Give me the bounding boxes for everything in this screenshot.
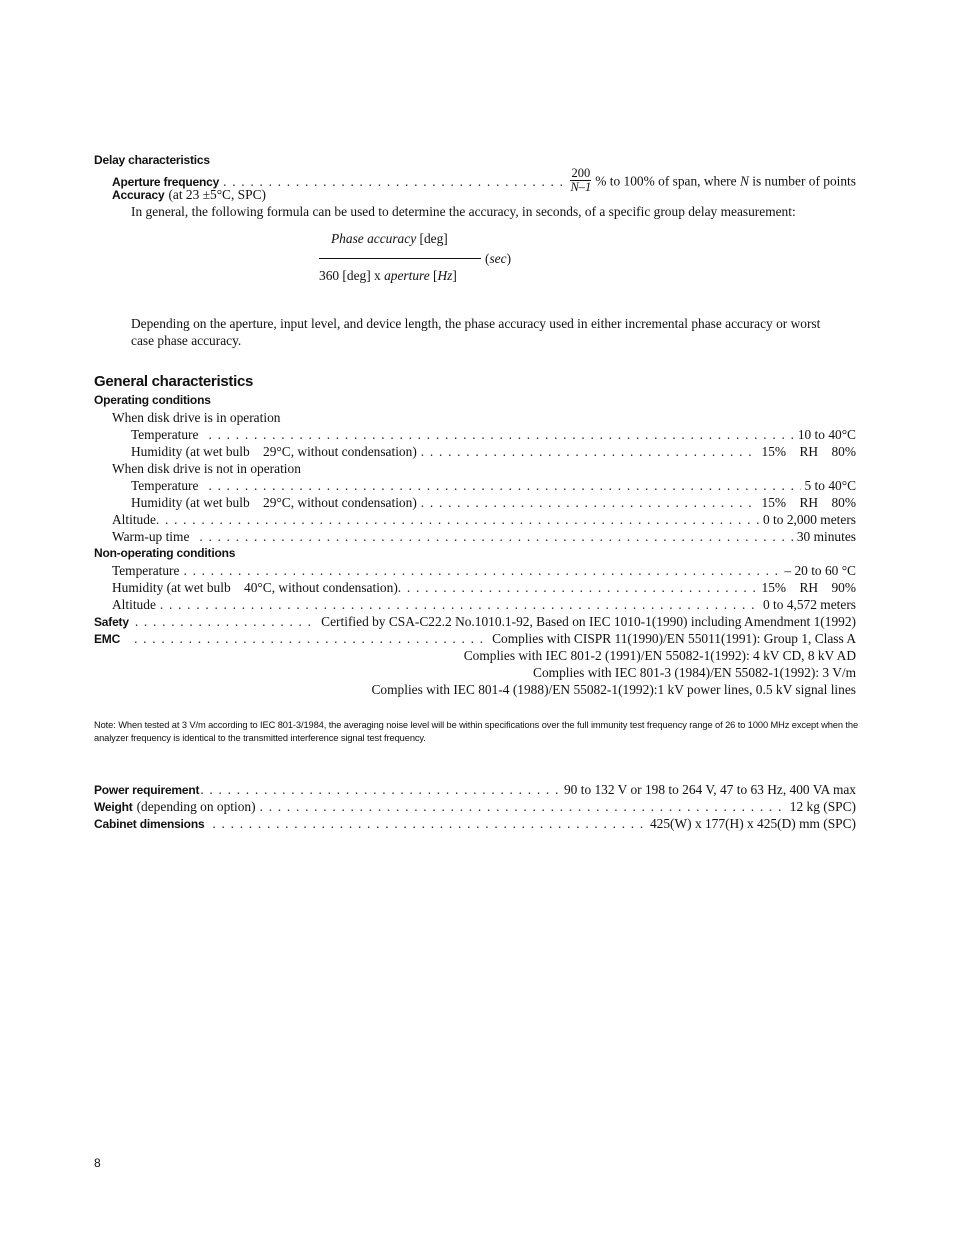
cabinet-label: Cabinet dimensions xyxy=(94,817,205,831)
formula-numerator xyxy=(331,230,448,247)
nonop-humidity-label: Humidity (at wet bulb 40°C, without condensation) xyxy=(112,580,398,595)
op-temperature-row xyxy=(94,426,856,443)
leader-dots xyxy=(260,798,786,815)
warmup-label: Warm-up time xyxy=(112,529,190,544)
leader-dots xyxy=(160,596,759,613)
op-humidity-label: Humidity (at wet bulb 29°C, without condensation) xyxy=(131,444,417,459)
formula-fraction-line xyxy=(319,258,481,259)
leader-dots xyxy=(421,494,758,511)
leader-dots xyxy=(223,173,566,190)
leader-dots xyxy=(208,426,793,443)
weight-label: Weight xyxy=(94,800,133,814)
emc-value-1: Complies with CISPR 11(1990)/EN 55011(1991): Group 1, Class A xyxy=(492,631,856,646)
page-number: 8 xyxy=(94,1156,101,1170)
aperture-value-n: N xyxy=(739,173,749,189)
leader-dots xyxy=(199,528,792,545)
emc-row xyxy=(94,630,856,647)
nonop-humidity-value: 15% RH 90% xyxy=(761,580,856,595)
formula-paren-open: ( xyxy=(485,251,490,266)
nonop-altitude-label: Altitude xyxy=(112,597,156,612)
op-humidity-value: 15% RH 80% xyxy=(761,444,856,459)
nonop-altitude-row xyxy=(94,596,856,613)
warmup-row xyxy=(94,528,856,545)
accuracy-paragraph: In general, the following formula can be used to determine the accuracy, in seconds, of a specific group delay measurement: xyxy=(131,204,796,219)
fraction-numerator: 200 xyxy=(571,166,591,180)
leader-dots xyxy=(208,477,800,494)
aperture-value-text-end: is number of points xyxy=(748,173,856,189)
warmup-value: 30 minutes xyxy=(796,529,856,544)
leader-dots xyxy=(134,630,488,647)
aperture-paragraph: Depending on the aperture, input level, and device length, the phase accuracy used in either incremental phase accuracy or worst case phase accuracy. xyxy=(131,316,821,348)
leader-dots xyxy=(398,579,758,596)
emc-value-2: Complies with IEC 801-2 (1991)/EN 55082-1(1992): 4 kV CD, 8 kV AD xyxy=(463,648,856,663)
leader-dots xyxy=(212,815,646,832)
nonop-temperature-row xyxy=(94,562,856,579)
operating-conditions-heading: Operating conditions xyxy=(94,393,211,407)
nop-temperature-value: 5 to 40°C xyxy=(804,478,856,493)
leader-dots xyxy=(156,511,759,528)
formula-unit xyxy=(485,250,511,267)
nop-temperature-label: Temperature xyxy=(131,478,199,493)
altitude-label: Altitude xyxy=(112,512,156,527)
power-value: 90 to 132 V or 198 to 264 V, 47 to 63 Hz, 400 VA max xyxy=(563,782,856,797)
weight-row xyxy=(94,798,856,815)
formula-phase-accuracy: Phase accuracy xyxy=(331,231,417,246)
altitude-value: 0 to 2,000 meters xyxy=(763,512,856,527)
formula-deg-unit: [deg] xyxy=(416,231,448,246)
cabinet-row xyxy=(94,815,856,832)
altitude-row xyxy=(94,511,856,528)
nop-temperature-row xyxy=(94,477,856,494)
general-heading: General characteristics xyxy=(94,373,254,390)
formula-paren-close: ) xyxy=(506,251,512,266)
leader-dots xyxy=(183,562,780,579)
leader-dots xyxy=(200,781,560,798)
in-operation-text: When disk drive is in operation xyxy=(112,410,281,425)
nonop-humidity-row xyxy=(94,579,856,596)
nop-humidity-label: Humidity (at wet bulb 29°C, without condensation) xyxy=(131,495,417,510)
emc-value-4: Complies with IEC 801-4 (1988)/EN 55082-1(1992):1 kV power lines, 0.5 kV signal lines xyxy=(371,682,856,697)
accuracy-condition: (at 23 ±5°C, SPC) xyxy=(168,187,266,202)
aperture-frequency-value xyxy=(570,166,856,196)
group-delay-formula xyxy=(319,230,856,315)
power-row xyxy=(94,781,856,798)
delay-heading: Delay characteristics xyxy=(94,153,210,167)
aperture-frequency-row xyxy=(94,166,856,194)
safety-row xyxy=(94,613,856,630)
non-operating-heading: Non-operating conditions xyxy=(94,546,236,560)
aperture-frequency-label: Aperture frequency xyxy=(112,174,220,189)
formula-sec: sec xyxy=(489,251,507,266)
nonop-altitude-value: 0 to 4,572 meters xyxy=(763,597,856,612)
weight-value: 12 kg (SPC) xyxy=(789,799,856,814)
fraction-denominator: N–1 xyxy=(570,180,592,194)
formula-aperture: aperture xyxy=(384,268,430,283)
leader-dots xyxy=(135,613,317,630)
weight-condition: (depending on option) xyxy=(136,799,256,814)
emc-value-3: Complies with IEC 801-3 (1984)/EN 55082-1(1992): 3 V/m xyxy=(533,665,856,680)
formula-hz: Hz xyxy=(437,268,453,283)
leader-dots xyxy=(421,443,758,460)
safety-value: Certified by CSA-C22.2 No.1010.1-92, Based on IEC 1010-1(1990) including Amendment 1(1992) xyxy=(321,614,856,629)
formula-den-text: 360 [deg] x xyxy=(319,268,385,283)
cabinet-value: 425(W) x 177(H) x 425(D) mm (SPC) xyxy=(649,816,856,831)
nop-humidity-row xyxy=(94,494,856,511)
formula-bracket-close: ] xyxy=(452,268,457,283)
nonop-temperature-value: – 20 to 60 °C xyxy=(784,563,856,578)
accuracy-label: Accuracy xyxy=(112,188,165,202)
emc-note: Note: When tested at 3 V/m according to IEC 801-3/1984, the averaging noise level will be within specifications over the full immunity test frequency range of 26 to 1000 MHz except when the analyzer frequency is identical to the transmitted interference signal test frequency. xyxy=(94,720,859,743)
in-operation-label xyxy=(94,409,856,426)
op-temperature-label: Temperature xyxy=(131,427,199,442)
nonop-temperature-label: Temperature xyxy=(112,563,180,578)
aperture-fraction xyxy=(570,167,591,194)
aperture-value-text: % to 100% of span, where xyxy=(595,173,740,189)
formula-bracket-open: [ xyxy=(429,268,438,283)
not-in-operation-text: When disk drive is not in operation xyxy=(112,461,301,476)
formula-denominator xyxy=(319,267,457,284)
op-temperature-value: 10 to 40°C xyxy=(797,427,856,442)
power-label: Power requirement xyxy=(94,783,200,797)
safety-label: Safety xyxy=(94,615,129,629)
op-humidity-row xyxy=(94,443,856,460)
spec-content xyxy=(94,152,859,832)
not-in-operation-label xyxy=(94,460,856,477)
emc-label: EMC xyxy=(94,632,121,646)
nop-humidity-value: 15% RH 80% xyxy=(761,495,856,510)
